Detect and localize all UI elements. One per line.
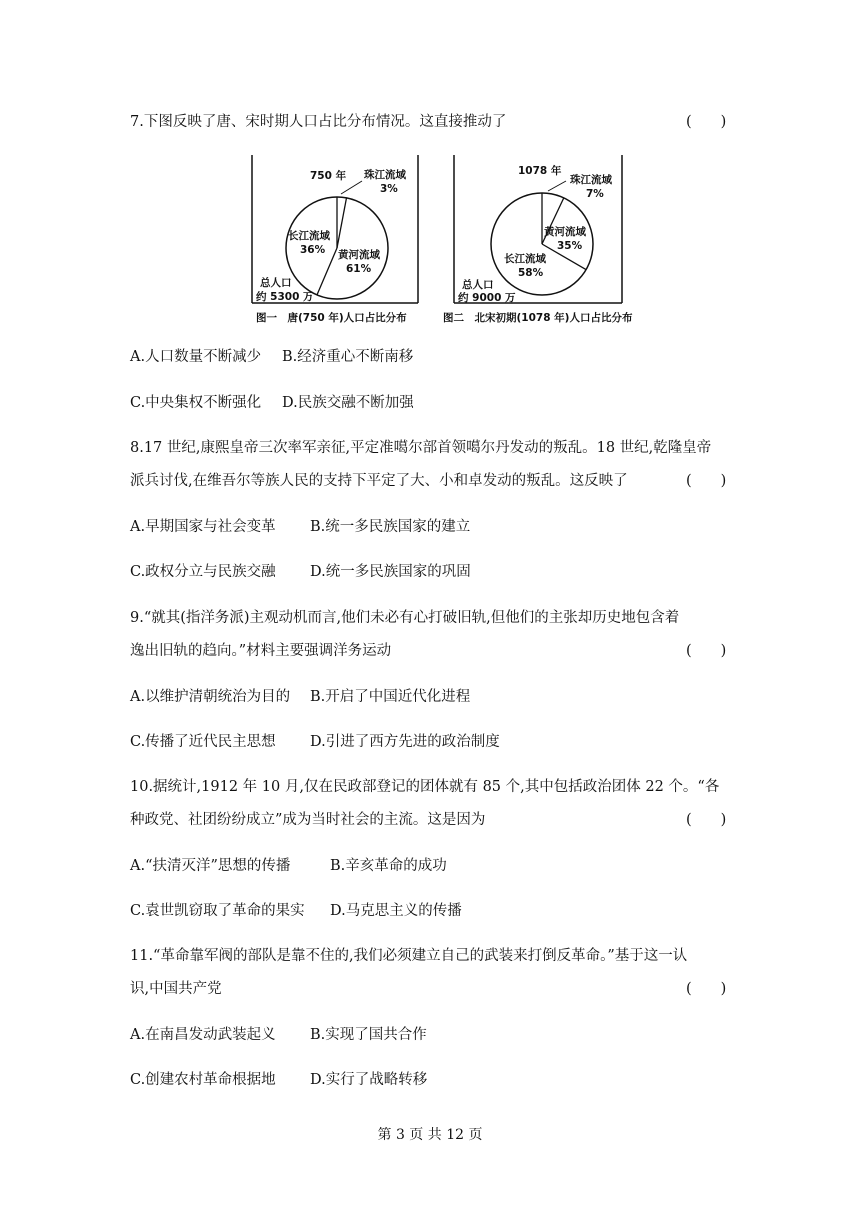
q8-option-a: A.早期国家与社会变革 (130, 519, 276, 535)
q9-stem-line1: 9.“就其(指洋务派)主观动机而言,他们未必有心打破旧轨,但他们的主张却历史地包含着 (130, 610, 680, 626)
fig1-huanghe-name: 黄河流域 (338, 249, 380, 261)
fig2-total-line2: 约 9000 万 (458, 292, 516, 304)
fig1-zhujiang-pct: 3% (380, 183, 398, 195)
fig1-total-line2: 约 5300 万 (256, 291, 314, 303)
q11-option-d: D.实行了战略转移 (310, 1072, 428, 1088)
q11-stem-line1: 11.“革命靠军阀的部队是靠不住的,我们必须建立自己的武装来打倒反革命。”基于这一认 (130, 948, 688, 964)
fig2-caption: 图二 北宋初期(1078 年)人口占比分布 (443, 312, 633, 324)
q11-stem-line2: 识,中国共产党 (130, 981, 222, 997)
q10-stem-line1: 10.据统计,1912 年 10 月,仅在民政部登记的团体就有 85 个,其中包括政治团体 22 个。“各 (130, 779, 720, 795)
fig2-total-line1: 总人口 (462, 279, 494, 291)
q11-option-b: B.实现了国共合作 (310, 1027, 427, 1043)
q11-option-a: A.在南昌发动武装起义 (130, 1027, 276, 1043)
fig2-huanghe-name: 黄河流域 (544, 226, 586, 238)
q9-option-d: D.引进了西方先进的政治制度 (310, 734, 500, 750)
fig1-caption: 图一 唐(750 年)人口占比分布 (256, 312, 407, 324)
q8-option-d: D.统一多民族国家的巩固 (310, 564, 471, 580)
figure-song-pie (452, 155, 627, 309)
q7-option-c: C.中央集权不断强化 (130, 395, 262, 411)
q8-option-c: C.政权分立与民族交融 (130, 564, 276, 580)
q8-stem-line2: 派兵讨伐,在维吾尔等族人民的支持下平定了大、小和卓发动的叛乱。这反映了 (130, 473, 628, 489)
q9-option-c: C.传播了近代民主思想 (130, 734, 276, 750)
q9-stem-line2: 逸出旧轨的趋向。”材料主要强调洋务运动 (130, 643, 392, 659)
q7-stem: 7.下图反映了唐、宋时期人口占比分布情况。这直接推动了 (130, 114, 507, 130)
q11-answer-blank: ( ) (686, 981, 727, 997)
q9-answer-blank: ( ) (686, 643, 727, 659)
fig1-huanghe-pct: 61% (346, 263, 372, 275)
page-footer: 第 3 页 共 12 页 (377, 1127, 483, 1143)
q7-answer-blank: ( ) (686, 114, 727, 130)
fig1-changjiang-name: 长江流域 (288, 230, 330, 242)
q9-option-a: A.以维护清朝统治为目的 (130, 689, 291, 705)
figure-tang-pie (250, 155, 420, 309)
fig2-zhujiang-name: 珠江流域 (570, 174, 612, 186)
fig2-changjiang-pct: 58% (518, 267, 544, 279)
q7-option-b: B.经济重心不断南移 (282, 349, 414, 365)
q10-option-c: C.袁世凯窃取了革命的果实 (130, 903, 305, 919)
q8-answer-blank: ( ) (686, 473, 727, 489)
fig2-changjiang-name: 长江流域 (504, 253, 546, 265)
fig2-huanghe-pct: 35% (557, 240, 583, 252)
q7-option-d: D.民族交融不断加强 (282, 395, 414, 411)
fig1-zhujiang-name: 珠江流域 (364, 169, 406, 181)
q9-option-b: B.开启了中国近代化进程 (310, 689, 471, 705)
fig1-year-label: 750 年 (310, 170, 347, 182)
q10-answer-blank: ( ) (686, 812, 727, 828)
q10-stem-line2: 种政党、社团纷纷成立”成为当时社会的主流。这是因为 (130, 812, 486, 828)
q8-option-b: B.统一多民族国家的建立 (310, 519, 471, 535)
q10-option-b: B.辛亥革命的成功 (330, 858, 447, 874)
q11-option-c: C.创建农村革命根据地 (130, 1072, 276, 1088)
fig1-total-line1: 总人口 (260, 277, 292, 289)
fig2-year-label: 1078 年 (518, 165, 562, 177)
q10-option-a: A.“扶清灭洋”思想的传播 (130, 858, 291, 874)
q8-stem-line1: 8.17 世纪,康熙皇帝三次率军亲征,平定准噶尔部首领噶尔丹发动的叛乱。18 世纪,乾隆皇帝 (130, 440, 712, 456)
fig2-zhujiang-pct: 7% (586, 188, 604, 200)
fig1-changjiang-pct: 36% (300, 244, 326, 256)
q10-option-d: D.马克思主义的传播 (330, 903, 462, 919)
q7-option-a: A.人口数量不断减少 (130, 349, 262, 365)
